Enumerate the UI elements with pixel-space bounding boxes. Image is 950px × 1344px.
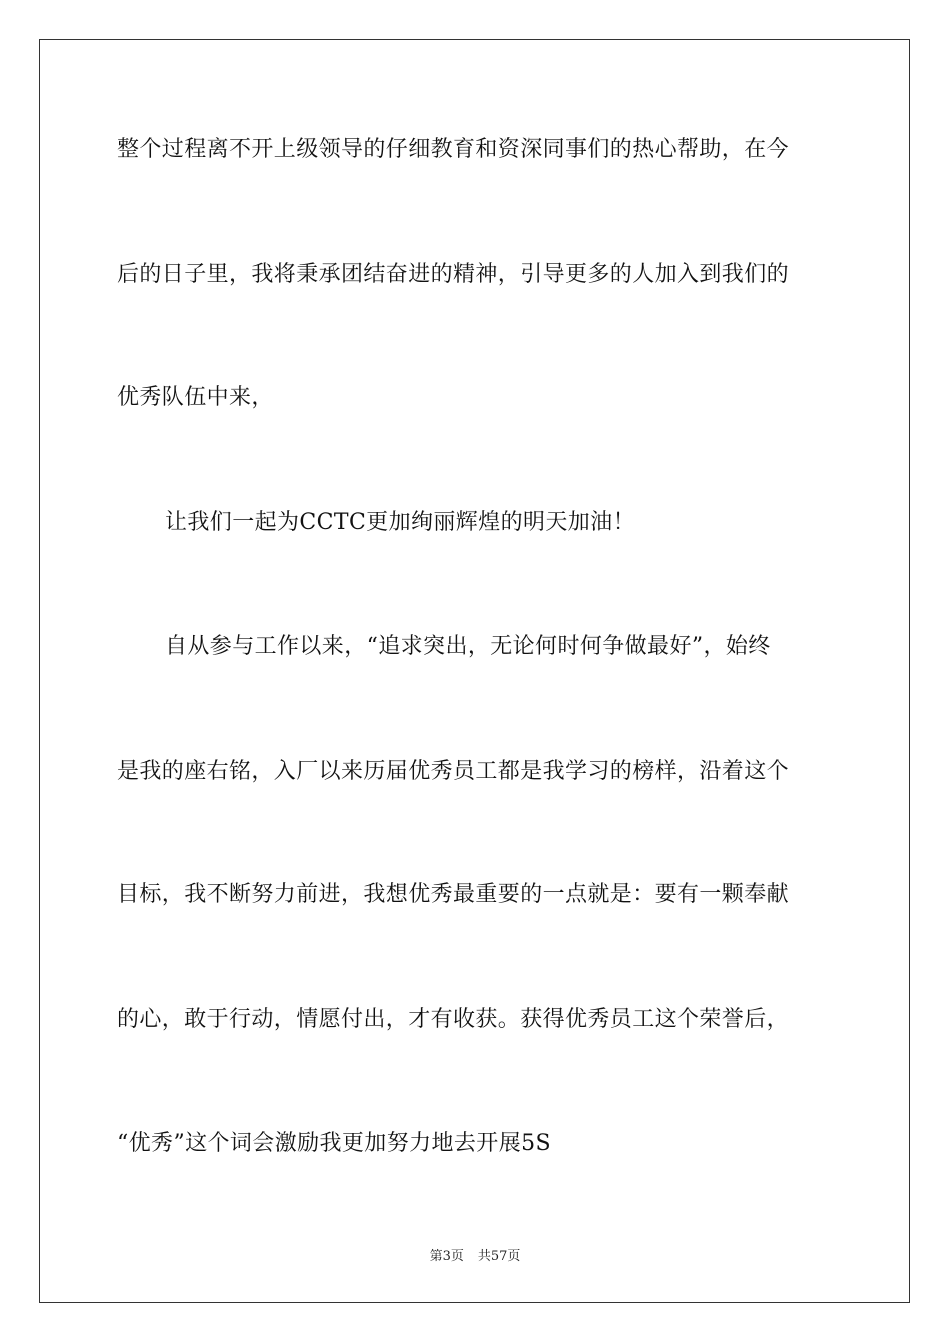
paragraph-line: “优秀”这个词会激励我更加努力地去开展5S bbox=[117, 1131, 551, 1156]
page-number: 第3页 bbox=[429, 1249, 464, 1264]
paragraph-line: 整个过程离不开上级领导的仔细教育和资深同事们的热心帮助，在今 bbox=[117, 137, 790, 162]
paragraph-line: 让我们一起为CCTC更加绚丽辉煌的明天加油！ bbox=[165, 510, 635, 535]
page-footer bbox=[0, 1248, 950, 1266]
paragraph-line: 优秀队伍中来， bbox=[117, 385, 274, 410]
paragraph-line: 目标，我不断努力前进，我想优秀最重要的一点就是：要有一颗奉献 bbox=[117, 882, 790, 907]
paragraph-line: 自从参与工作以来，“追求突出，无论何时何争做最好”，始终 bbox=[165, 634, 771, 659]
page-total: 共57页 bbox=[477, 1249, 521, 1264]
paragraph-line: 的心，敢于行动，情愿付出，才有收获。获得优秀员工这个荣誉后， bbox=[117, 1007, 790, 1032]
page-frame bbox=[39, 39, 910, 1303]
paragraph-line: 是我的座右铭，入厂以来历届优秀员工都是我学习的榜样，沿着这个 bbox=[117, 759, 790, 784]
paragraph-line: 后的日子里，我将秉承团结奋进的精神，引导更多的人加入到我们的 bbox=[117, 262, 790, 287]
